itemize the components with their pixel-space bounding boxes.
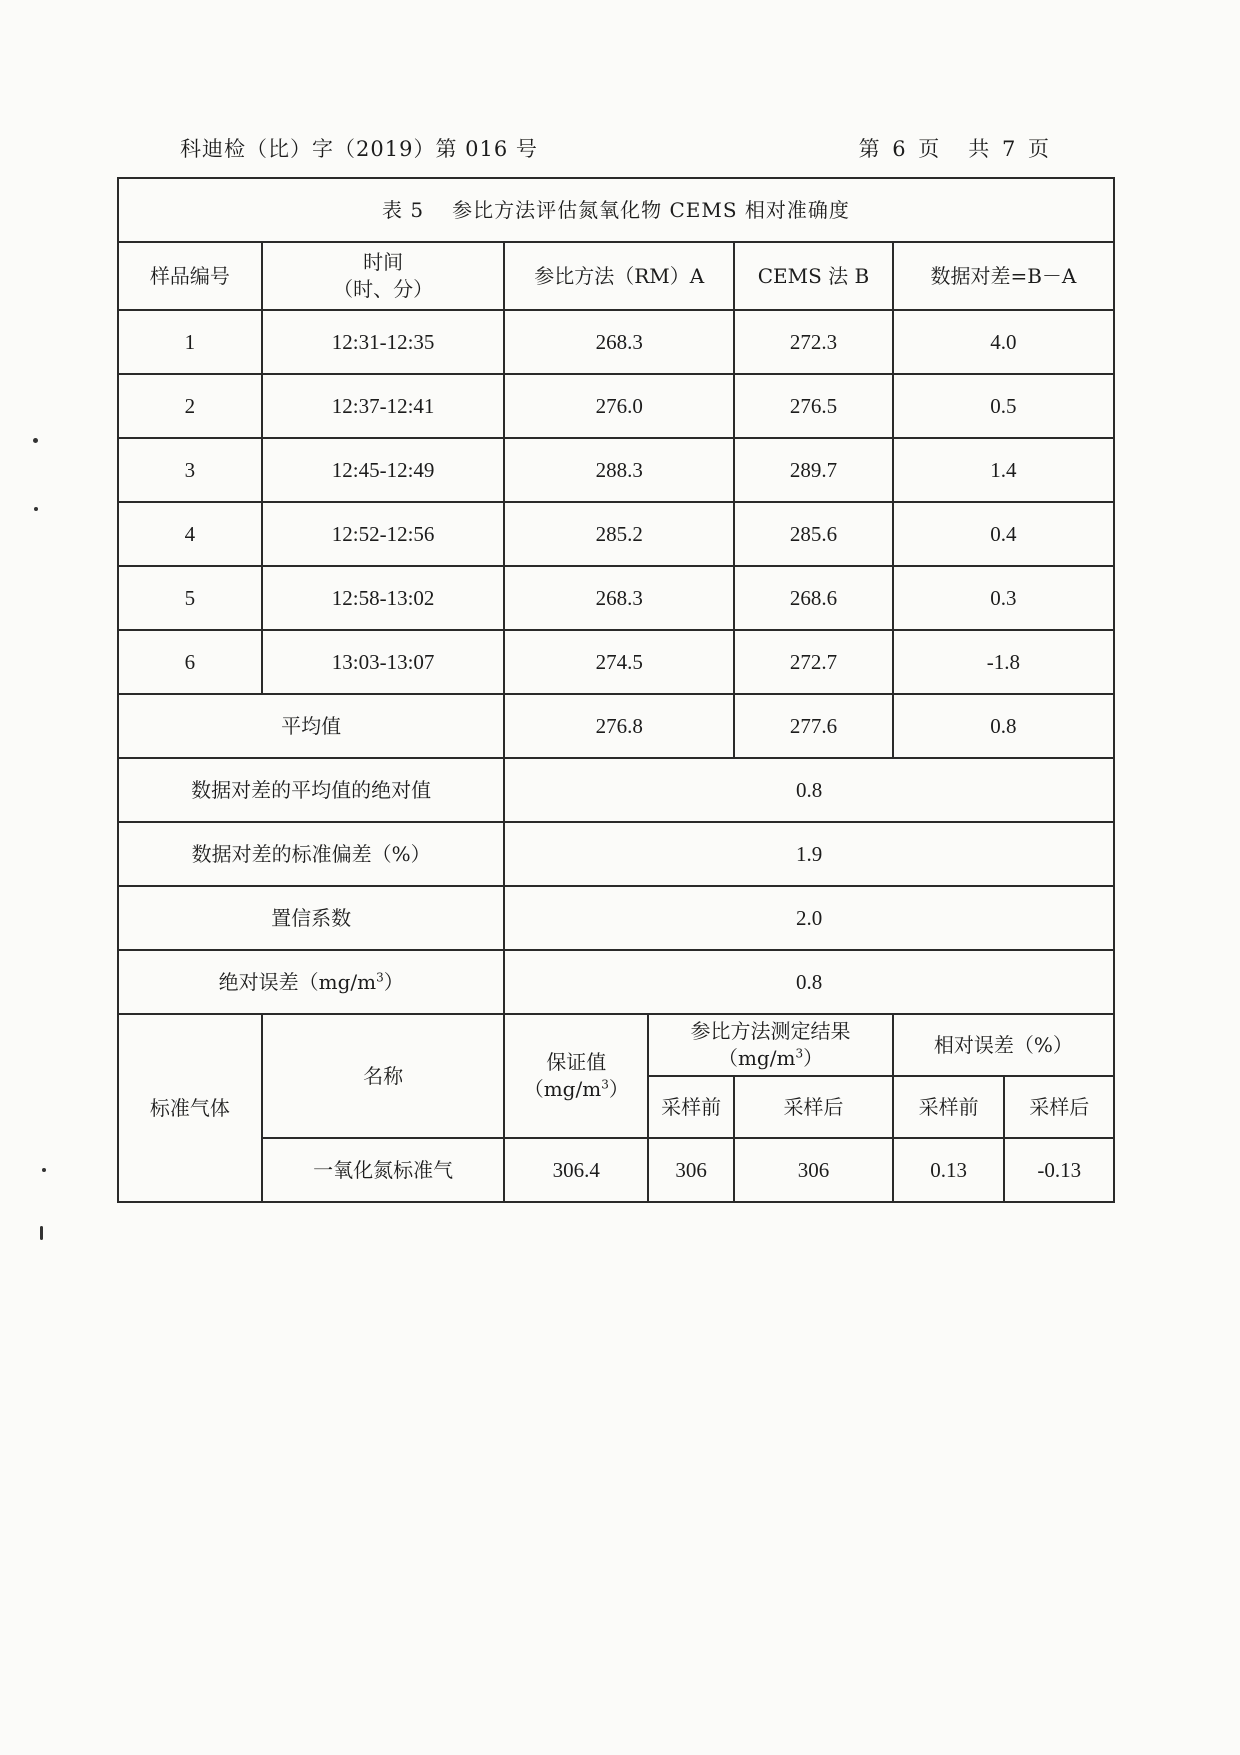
standard-gas-header-row — [118, 1014, 1114, 1076]
cell-sample-no: 4 — [118, 502, 262, 566]
cell-cems: 285.6 — [734, 502, 893, 566]
err-after-header: 采样后 — [1004, 1076, 1114, 1138]
cems-accuracy-table — [117, 177, 1115, 1203]
header-sample-no: 样品编号 — [118, 242, 262, 310]
rm-result-header — [648, 1014, 893, 1076]
cell-time: 12:52-12:56 — [262, 502, 505, 566]
cell-rm: 268.3 — [504, 310, 734, 374]
cell-cems: 276.5 — [734, 374, 893, 438]
summary-label: 数据对差的标准偏差（%） — [118, 822, 504, 886]
scan-speck — [42, 1168, 46, 1172]
guarantee-unit-sup: 3 — [601, 1077, 609, 1092]
standard-gas-rm-after: 306 — [734, 1138, 893, 1202]
summary-value: 1.9 — [504, 822, 1114, 886]
caption-title: 参比方法评估氮氧化物 CEMS 相对准确度 — [452, 197, 850, 222]
cell-time: 12:37-12:41 — [262, 374, 505, 438]
err-before-header: 采样前 — [893, 1076, 1005, 1138]
guarantee-unit-suffix: ） — [608, 1077, 629, 1101]
cell-cems: 268.6 — [734, 566, 893, 630]
cell-rm: 274.5 — [504, 630, 734, 694]
standard-gas-guarantee-header — [504, 1014, 648, 1138]
table-row — [118, 566, 1114, 630]
cell-diff: -1.8 — [893, 630, 1114, 694]
page-total: 共 7 页 — [968, 137, 1050, 161]
column-header-row — [118, 242, 1114, 310]
page-indicator — [859, 133, 1050, 163]
average-diff: 0.8 — [893, 694, 1114, 758]
guarantee-unit-text: （mg/m — [523, 1077, 602, 1101]
cell-cems: 272.7 — [734, 630, 893, 694]
summary-label — [118, 950, 504, 1014]
summary-row — [118, 950, 1114, 1014]
summary-label-suffix: ） — [383, 969, 404, 994]
cell-cems: 272.3 — [734, 310, 893, 374]
table-caption — [118, 178, 1114, 242]
cell-sample-no: 2 — [118, 374, 262, 438]
table-row — [118, 310, 1114, 374]
summary-row — [118, 886, 1114, 950]
table-row — [118, 374, 1114, 438]
cell-time: 13:03-13:07 — [262, 630, 505, 694]
standard-gas-label: 标准气体 — [118, 1014, 262, 1202]
rm-before-header: 采样前 — [648, 1076, 734, 1138]
cell-diff: 0.5 — [893, 374, 1114, 438]
cell-diff: 4.0 — [893, 310, 1114, 374]
cell-diff: 1.4 — [893, 438, 1114, 502]
cell-diff: 0.3 — [893, 566, 1114, 630]
summary-label-text: 绝对误差（mg/m — [218, 969, 377, 994]
rm-result-header-sup: 3 — [795, 1046, 804, 1061]
summary-label: 数据对差的平均值的绝对值 — [118, 758, 504, 822]
table-row — [118, 438, 1114, 502]
standard-gas-err-before: 0.13 — [893, 1138, 1005, 1202]
rm-after-header: 采样后 — [734, 1076, 893, 1138]
summary-value: 2.0 — [504, 886, 1114, 950]
cell-diff: 0.4 — [893, 502, 1114, 566]
data-rows — [118, 310, 1114, 694]
table-row — [118, 630, 1114, 694]
average-rm: 276.8 — [504, 694, 734, 758]
header-diff: 数据对差=B－A — [893, 242, 1114, 310]
table-caption-row — [118, 178, 1114, 242]
summary-label-sup: 3 — [376, 969, 384, 984]
average-cems: 277.6 — [734, 694, 893, 758]
guarantee-header-text: 保证值 — [546, 1050, 607, 1074]
cell-cems: 289.7 — [734, 438, 893, 502]
header-time — [262, 242, 505, 310]
cell-sample-no: 3 — [118, 438, 262, 502]
standard-gas-rm-before: 306 — [648, 1138, 734, 1202]
caption-number: 表 5 — [382, 197, 425, 222]
cell-sample-no: 6 — [118, 630, 262, 694]
header-time-line1: 时间 — [363, 250, 404, 274]
cell-time: 12:31-12:35 — [262, 310, 505, 374]
cell-time: 12:45-12:49 — [262, 438, 505, 502]
cell-rm: 268.3 — [504, 566, 734, 630]
document-number: 科迪检（比）字（2019）第 016 号 — [180, 137, 538, 161]
header-time-line2: （时、分） — [333, 277, 434, 301]
page-number: 第 6 页 — [858, 137, 941, 161]
average-row — [118, 694, 1114, 758]
summary-value: 0.8 — [504, 758, 1114, 822]
scan-speck — [34, 507, 38, 511]
cell-rm: 276.0 — [504, 374, 734, 438]
scan-speck — [33, 438, 38, 443]
standard-gas-guarantee: 306.4 — [504, 1138, 648, 1202]
rm-result-header-suffix: ） — [803, 1046, 824, 1070]
cell-sample-no: 5 — [118, 566, 262, 630]
cell-rm: 288.3 — [504, 438, 734, 502]
summary-label: 置信系数 — [118, 886, 504, 950]
summary-row — [118, 822, 1114, 886]
standard-gas-name-header: 名称 — [262, 1014, 505, 1138]
header-cems: CEMS 法 B — [734, 242, 893, 310]
average-label: 平均值 — [118, 694, 504, 758]
summary-value: 0.8 — [504, 950, 1114, 1014]
scan-speck — [40, 1226, 43, 1240]
relative-error-header: 相对误差（%） — [893, 1014, 1114, 1076]
header-rm: 参比方法（RM）A — [504, 242, 734, 310]
table-row — [118, 502, 1114, 566]
cell-sample-no: 1 — [118, 310, 262, 374]
summary-row — [118, 758, 1114, 822]
cell-time: 12:58-13:02 — [262, 566, 505, 630]
standard-gas-data-row — [118, 1138, 1114, 1202]
cell-rm: 285.2 — [504, 502, 734, 566]
guarantee-unit — [505, 1076, 647, 1103]
standard-gas-name: 一氧化氮标准气 — [262, 1138, 505, 1202]
rm-result-header-text: 参比方法测定结果（mg/m — [690, 1019, 851, 1070]
standard-gas-err-after: -0.13 — [1004, 1138, 1114, 1202]
